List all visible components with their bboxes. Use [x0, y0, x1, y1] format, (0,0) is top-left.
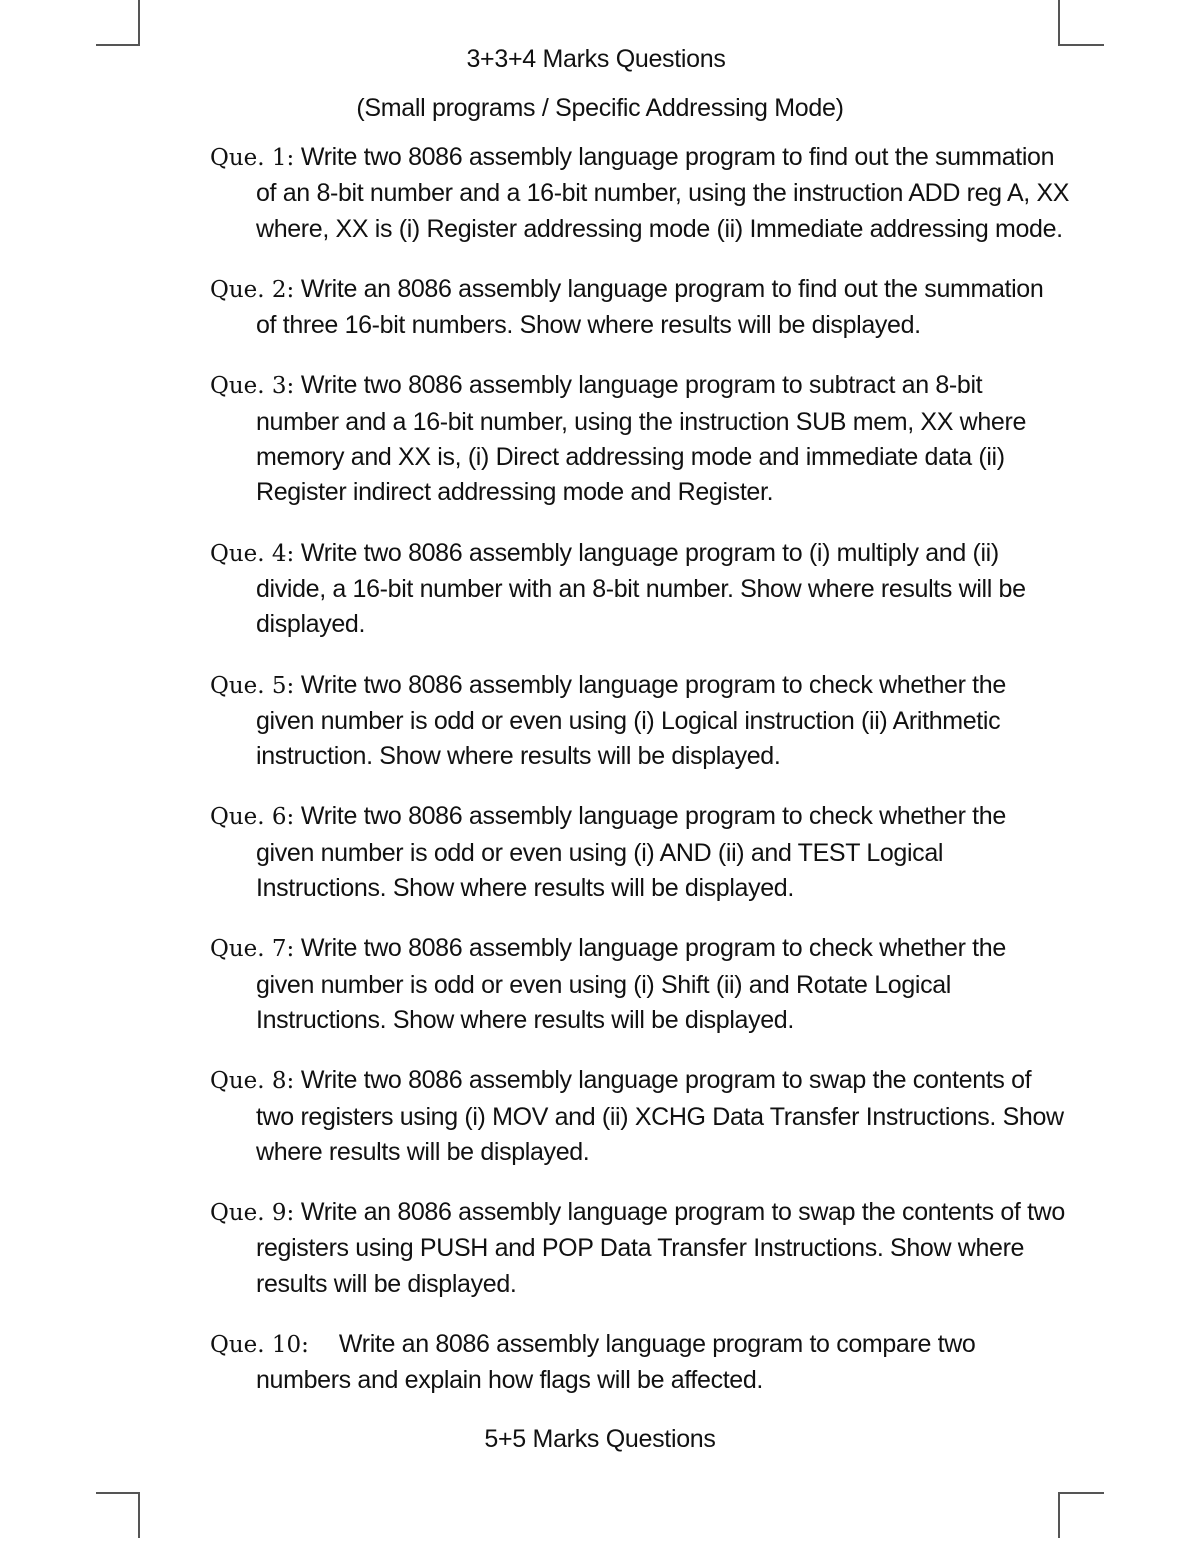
question-list: [210, 140, 1070, 1412]
question-item: [210, 272, 1070, 344]
crop-mark-bottom-left: [96, 1492, 140, 1538]
question-text: Write two 8086 assembly language program to swap the contents of two registers using (i) MOV and (ii) XCHG Data Transfer Instructions. Show where results will be displayed.: [256, 1066, 1064, 1166]
question-item: [210, 931, 1070, 1038]
question-text: Write an 8086 assembly language program to compare two numbers and explain how flags will be affected.: [256, 1330, 976, 1395]
question-number: Que. 5:: [210, 672, 295, 699]
question-text: Write two 8086 assembly language program to check whether the given number is odd or even using (i) Shift (ii) and Rotate Logical Instructions. Show where results will be displayed.: [256, 934, 1006, 1034]
question-item: [210, 140, 1070, 247]
question-item: [210, 1063, 1070, 1170]
question-text: Write two 8086 assembly language program to subtract an 8-bit number and a 16-bit number, using the instruction SUB mem, XX where memory and XX is, (i) Direct addressing mode and immediate data (ii) Register indirect addressing mode and Register.: [256, 371, 1027, 507]
question-text: Write an 8086 assembly language program to swap the contents of two registers using PUSH and POP Data Transfer Instructions. Show where results will be displayed.: [256, 1198, 1065, 1298]
question-text: Write an 8086 assembly language program to find out the summation of three 16-bit numbers. Show where results will be displayed.: [256, 274, 1044, 340]
question-number: Que. 10:: [210, 1332, 309, 1359]
crop-mark-top-right: [1058, 0, 1104, 46]
question-number: Que. 7:: [210, 936, 295, 963]
question-number: Que. 8:: [210, 1068, 295, 1095]
question-number: Que. 3:: [210, 373, 295, 400]
crop-mark-bottom-right: [1058, 1492, 1104, 1538]
question-text: Write two 8086 assembly language program to check whether the given number is odd or even using (i) Logical instruction (ii) Arithmetic instruction. Show where results will be displayed.: [256, 670, 1006, 771]
question-text: Write two 8086 assembly language program to find out the summation of an 8-bit number and a 16-bit number, using the instruction ADD reg A, XX where, XX is (i) Register addressing mode (ii) Immediate addressing mode.: [256, 143, 1070, 243]
page-subtitle: (Small programs / Specific Addressing Mode): [356, 94, 844, 122]
question-item: [210, 1327, 1070, 1399]
question-number: Que. 4:: [210, 540, 295, 567]
question-text: Write two 8086 assembly language program to check whether the given number is odd or even using (i) AND (ii) and TEST Logical Instructions. Show where results will be displayed.: [256, 802, 1006, 903]
question-number: Que. 9:: [210, 1200, 295, 1227]
question-number: Que. 2:: [210, 276, 295, 303]
question-item: [210, 668, 1070, 775]
question-item: [210, 536, 1070, 643]
question-number: Que. 1:: [210, 145, 295, 171]
crop-mark-top-left: [96, 0, 140, 46]
question-number: Que. 6:: [210, 804, 295, 831]
page-title: 3+3+4 Marks Questions: [466, 45, 726, 73]
question-text: Write two 8086 assembly language program to (i) multiply and (ii) divide, a 16-bit number with an 8-bit number. Show where results will be displayed.: [256, 538, 1026, 639]
question-item: [210, 1195, 1070, 1302]
question-item: [210, 799, 1070, 906]
question-item: [210, 368, 1070, 510]
section-title: 5+5 Marks Questions: [484, 1425, 716, 1453]
